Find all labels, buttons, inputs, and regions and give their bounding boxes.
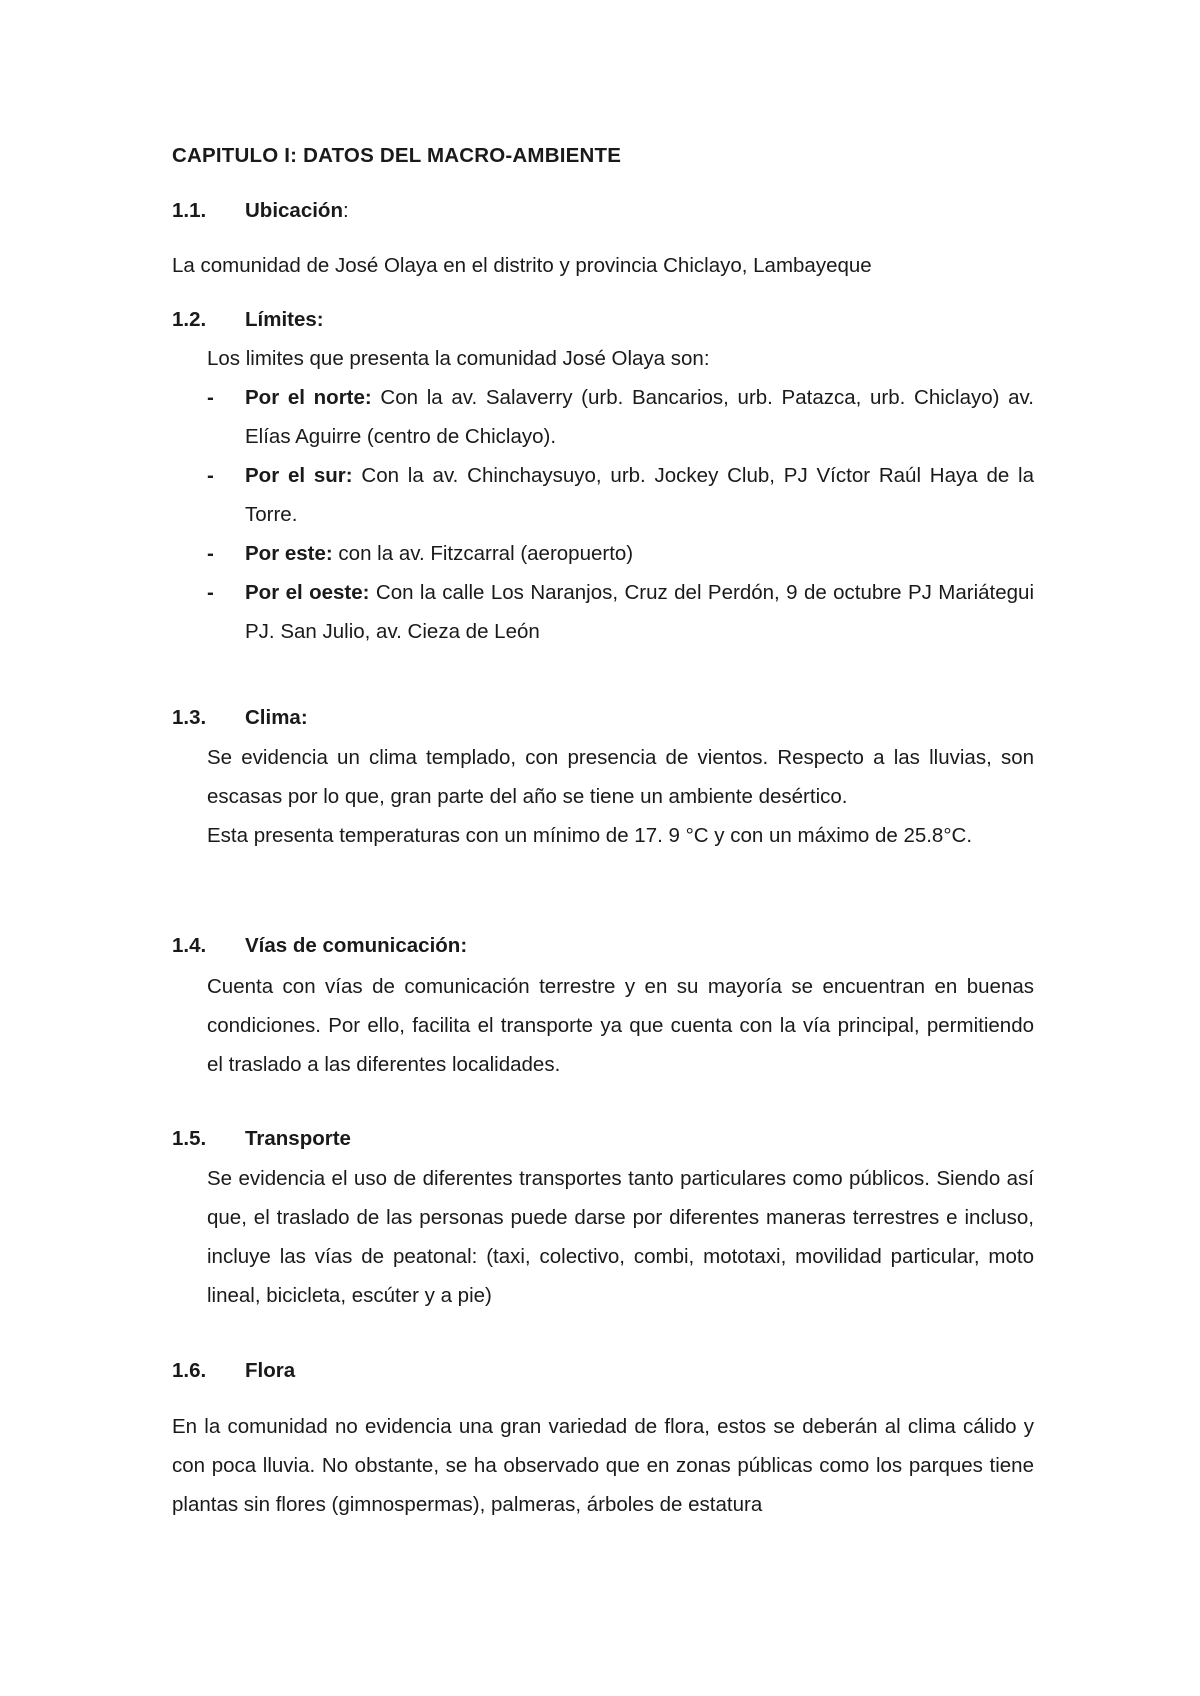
- list-item-label: Por este:: [245, 542, 333, 565]
- section-title: Flora: [245, 1359, 296, 1382]
- limites-intro: Los limites que presenta la comunidad José Olaya son:: [207, 347, 710, 370]
- section-heading-ubicacion: [172, 197, 349, 225]
- list-item-text: Con la av. Chinchaysuyo, urb. Jockey Club, PJ Víctor Raúl Haya de la Torre.: [245, 464, 1034, 526]
- list-item-este: [207, 534, 1034, 573]
- section-heading-limites: [172, 306, 324, 334]
- section-number: 1.4.: [172, 934, 207, 957]
- list-dash: -: [207, 464, 214, 487]
- list-item-text: Con la calle Los Naranjos, Cruz del Perdón, 9 de octubre PJ Mariátegui PJ. San Julio, av. Cieza de León: [245, 581, 1034, 643]
- section-title: Límites:: [245, 308, 324, 331]
- list-dash: -: [207, 386, 214, 409]
- limites-list: [207, 378, 1034, 651]
- section-heading-flora: [172, 1357, 295, 1385]
- ubicacion-paragraph: La comunidad de José Olaya en el distrito y provincia Chiclayo, Lambayeque: [172, 254, 872, 277]
- list-dash: -: [207, 581, 214, 604]
- section-number: 1.5.: [172, 1127, 207, 1150]
- list-dash: -: [207, 542, 214, 565]
- list-item-sur: [207, 456, 1034, 534]
- section-title: Transporte: [245, 1127, 351, 1150]
- section-heading-clima: [172, 704, 308, 732]
- section-number: 1.3.: [172, 706, 207, 729]
- clima-paragraph-1: Se evidencia un clima templado, con presencia de vientos. Respecto a las lluvias, son escasas por lo que, gran parte del año se tiene un ambiente desértico.: [207, 746, 1034, 808]
- section-heading-transporte: [172, 1125, 351, 1153]
- section-title-colon: :: [342, 199, 349, 222]
- list-item-norte: [207, 378, 1034, 456]
- list-item-text: con la av. Fitzcarral (aeropuerto): [332, 542, 634, 565]
- section-title: Vías de comunicación:: [245, 934, 468, 957]
- section-title: Ubicación: [245, 199, 343, 222]
- chapter-title: CAPITULO I: DATOS DEL MACRO-AMBIENTE: [172, 144, 622, 167]
- section-heading-vias: [172, 932, 467, 960]
- vias-paragraph: Cuenta con vías de comunicación terrestre y en su mayoría se encuentran en buenas condiciones. Por ello, facilita el transporte ya que cuenta con la vía principal, permitiendo el traslado a las diferentes localidades.: [207, 975, 1034, 1076]
- section-number: 1.2.: [172, 308, 207, 331]
- flora-paragraph: En la comunidad no evidencia una gran variedad de flora, estos se deberán al clima cálido y con poca lluvia. No obstante, se ha observado que en zonas públicas como los parques tiene plantas sin flores (gimnospermas), palmeras, árboles de estatura: [172, 1415, 1034, 1516]
- section-title: Clima:: [245, 706, 308, 729]
- list-item-text: Con la av. Salaverry (urb. Bancarios, urb. Patazca, urb. Chiclayo) av. Elías Aguirre (centro de Chiclayo).: [245, 386, 1034, 448]
- clima-paragraph-2: Esta presenta temperaturas con un mínimo de 17. 9 °C y con un máximo de 25.8°C.: [207, 824, 973, 847]
- section-number: 1.6.: [172, 1359, 207, 1382]
- list-item-label: Por el sur:: [245, 464, 353, 487]
- list-item-label: Por el norte:: [245, 386, 372, 409]
- section-number: 1.1.: [172, 199, 207, 222]
- transporte-paragraph: Se evidencia el uso de diferentes transportes tanto particulares como públicos. Siendo así que, el traslado de las personas puede darse por diferentes maneras terrestres e incluso, incluye las vías de peatonal: (taxi, colectivo, combi, mototaxi, movilidad particular, moto lineal, bicicleta, escúter y a pie): [207, 1167, 1034, 1307]
- list-item-label: Por el oeste:: [245, 581, 370, 604]
- list-item-oeste: [207, 573, 1034, 651]
